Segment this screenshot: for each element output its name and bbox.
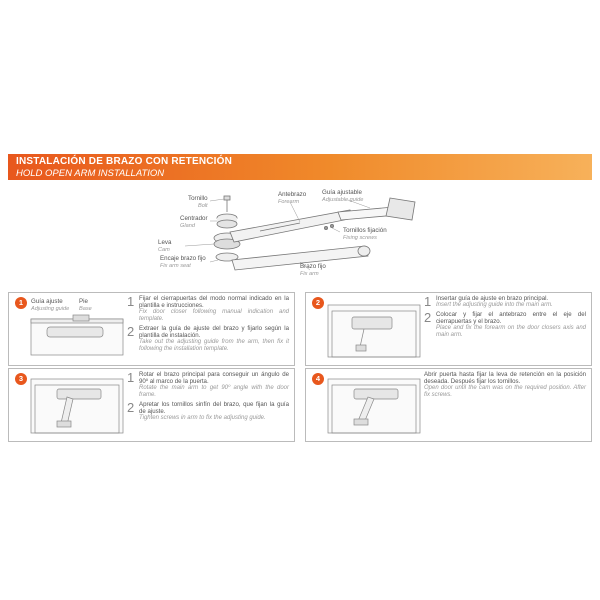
step-number-badge: 1 — [15, 297, 27, 309]
instruction-en: Insert the adjusting guide into the main arm. — [436, 302, 553, 308]
instruction-en: Tighten screws in arm to fix the adjusting guide. — [139, 414, 266, 421]
item-number: 1 — [424, 294, 432, 309]
instruction-en: Place and fix the forearm on the door closers axis and main arm. — [436, 324, 586, 338]
step-card-1 — [8, 292, 295, 366]
step-figure — [27, 297, 127, 359]
label-base: Pie Base — [79, 298, 92, 312]
instruction-item — [424, 295, 586, 309]
step-instructions — [424, 371, 586, 401]
instruction-es: Colocar y fijar el antebrazo entre el eje del cierrapuertas y el brazo. — [436, 310, 586, 325]
step-instructions — [424, 295, 586, 341]
label-adjusting-guide: Guía ajuste Adjusting guide — [31, 298, 70, 312]
step-number-badge: 2 — [312, 297, 324, 309]
instruction-es: Insertar guía de ajuste en brazo principal. — [436, 295, 549, 302]
instruction-es: Rotar el brazo principal para conseguir un ángulo de 90º al marco de la puerta. — [139, 371, 289, 385]
step-figure — [324, 297, 424, 359]
instruction-en: Take out the adjusting guide from the arm, then fix it following the installation template. — [139, 338, 289, 352]
step-number-badge: 3 — [15, 373, 27, 385]
instruction-es: Apretar los tornillos sinfín del brazo, que fijan la guía de ajuste. — [139, 400, 289, 415]
instruction-item — [127, 401, 289, 422]
instruction-item — [127, 295, 289, 323]
item-number: 2 — [424, 309, 432, 325]
step-number-badge: 4 — [312, 373, 324, 385]
exploded-arm-diagram — [150, 188, 450, 280]
label-adjustable-guide: Guía ajustable Adjustable guide — [322, 189, 364, 203]
instruction-item — [127, 371, 289, 399]
label-fix-arm-seat: Encaje brazo fijo Fix arm seat — [160, 255, 206, 269]
item-number: 2 — [127, 323, 135, 339]
step-card-2 — [305, 292, 592, 366]
door-open-drawing — [324, 373, 424, 435]
label-cam: Leva Cam — [158, 239, 172, 253]
item-number: 2 — [127, 399, 135, 415]
door-frame-drawing — [324, 297, 424, 359]
section-title: INSTALACIÓN DE BRAZO CON RETENCIÓN — [16, 156, 233, 167]
instruction-en: Fix door closer following manual indication and template. — [139, 309, 289, 322]
step-figure — [324, 373, 424, 435]
step-instructions — [127, 295, 289, 355]
instruction-item — [424, 371, 586, 399]
section-subtitle: HOLD OPEN ARM INSTALLATION — [16, 168, 165, 179]
step-instructions — [127, 371, 289, 424]
step-card-3 — [8, 368, 295, 442]
instruction-es: Extraer la guía de ajuste del brazo y fijarlo según la plantilla de instalación. — [139, 324, 289, 339]
step-figure — [27, 373, 127, 435]
instruction-es: Abrir puerta hasta fijar la leva de retención en la posición deseada. Después fijar los tornillos. — [424, 371, 586, 385]
instruction-en: Open door until the cam was on the required position. After fix screws. — [424, 385, 586, 398]
arm-rotation-drawing — [27, 373, 127, 435]
instruction-es: Fijar el cierrapuertas del modo normal indicado en la plantilla e instrucciones. — [139, 295, 289, 309]
item-number: 1 — [127, 370, 135, 385]
label-gland: Centrador Gland — [180, 215, 208, 229]
label-fix-arm: Brazo fijo Fix arm — [300, 263, 326, 277]
section-header-banner — [8, 154, 592, 180]
instruction-en: Rotate the main arm to get 90º angle with the door frame. — [139, 385, 289, 398]
instruction-item — [127, 325, 289, 353]
instruction-item — [424, 311, 586, 339]
label-forearm: Antebrazo Forearm — [278, 191, 307, 205]
item-number: 1 — [127, 294, 135, 309]
label-fixing-screws: Tornillos fijación Fixing screws — [343, 227, 387, 241]
label-bolt: Tornillo Bolt — [188, 195, 208, 209]
step-card-4 — [305, 368, 592, 442]
